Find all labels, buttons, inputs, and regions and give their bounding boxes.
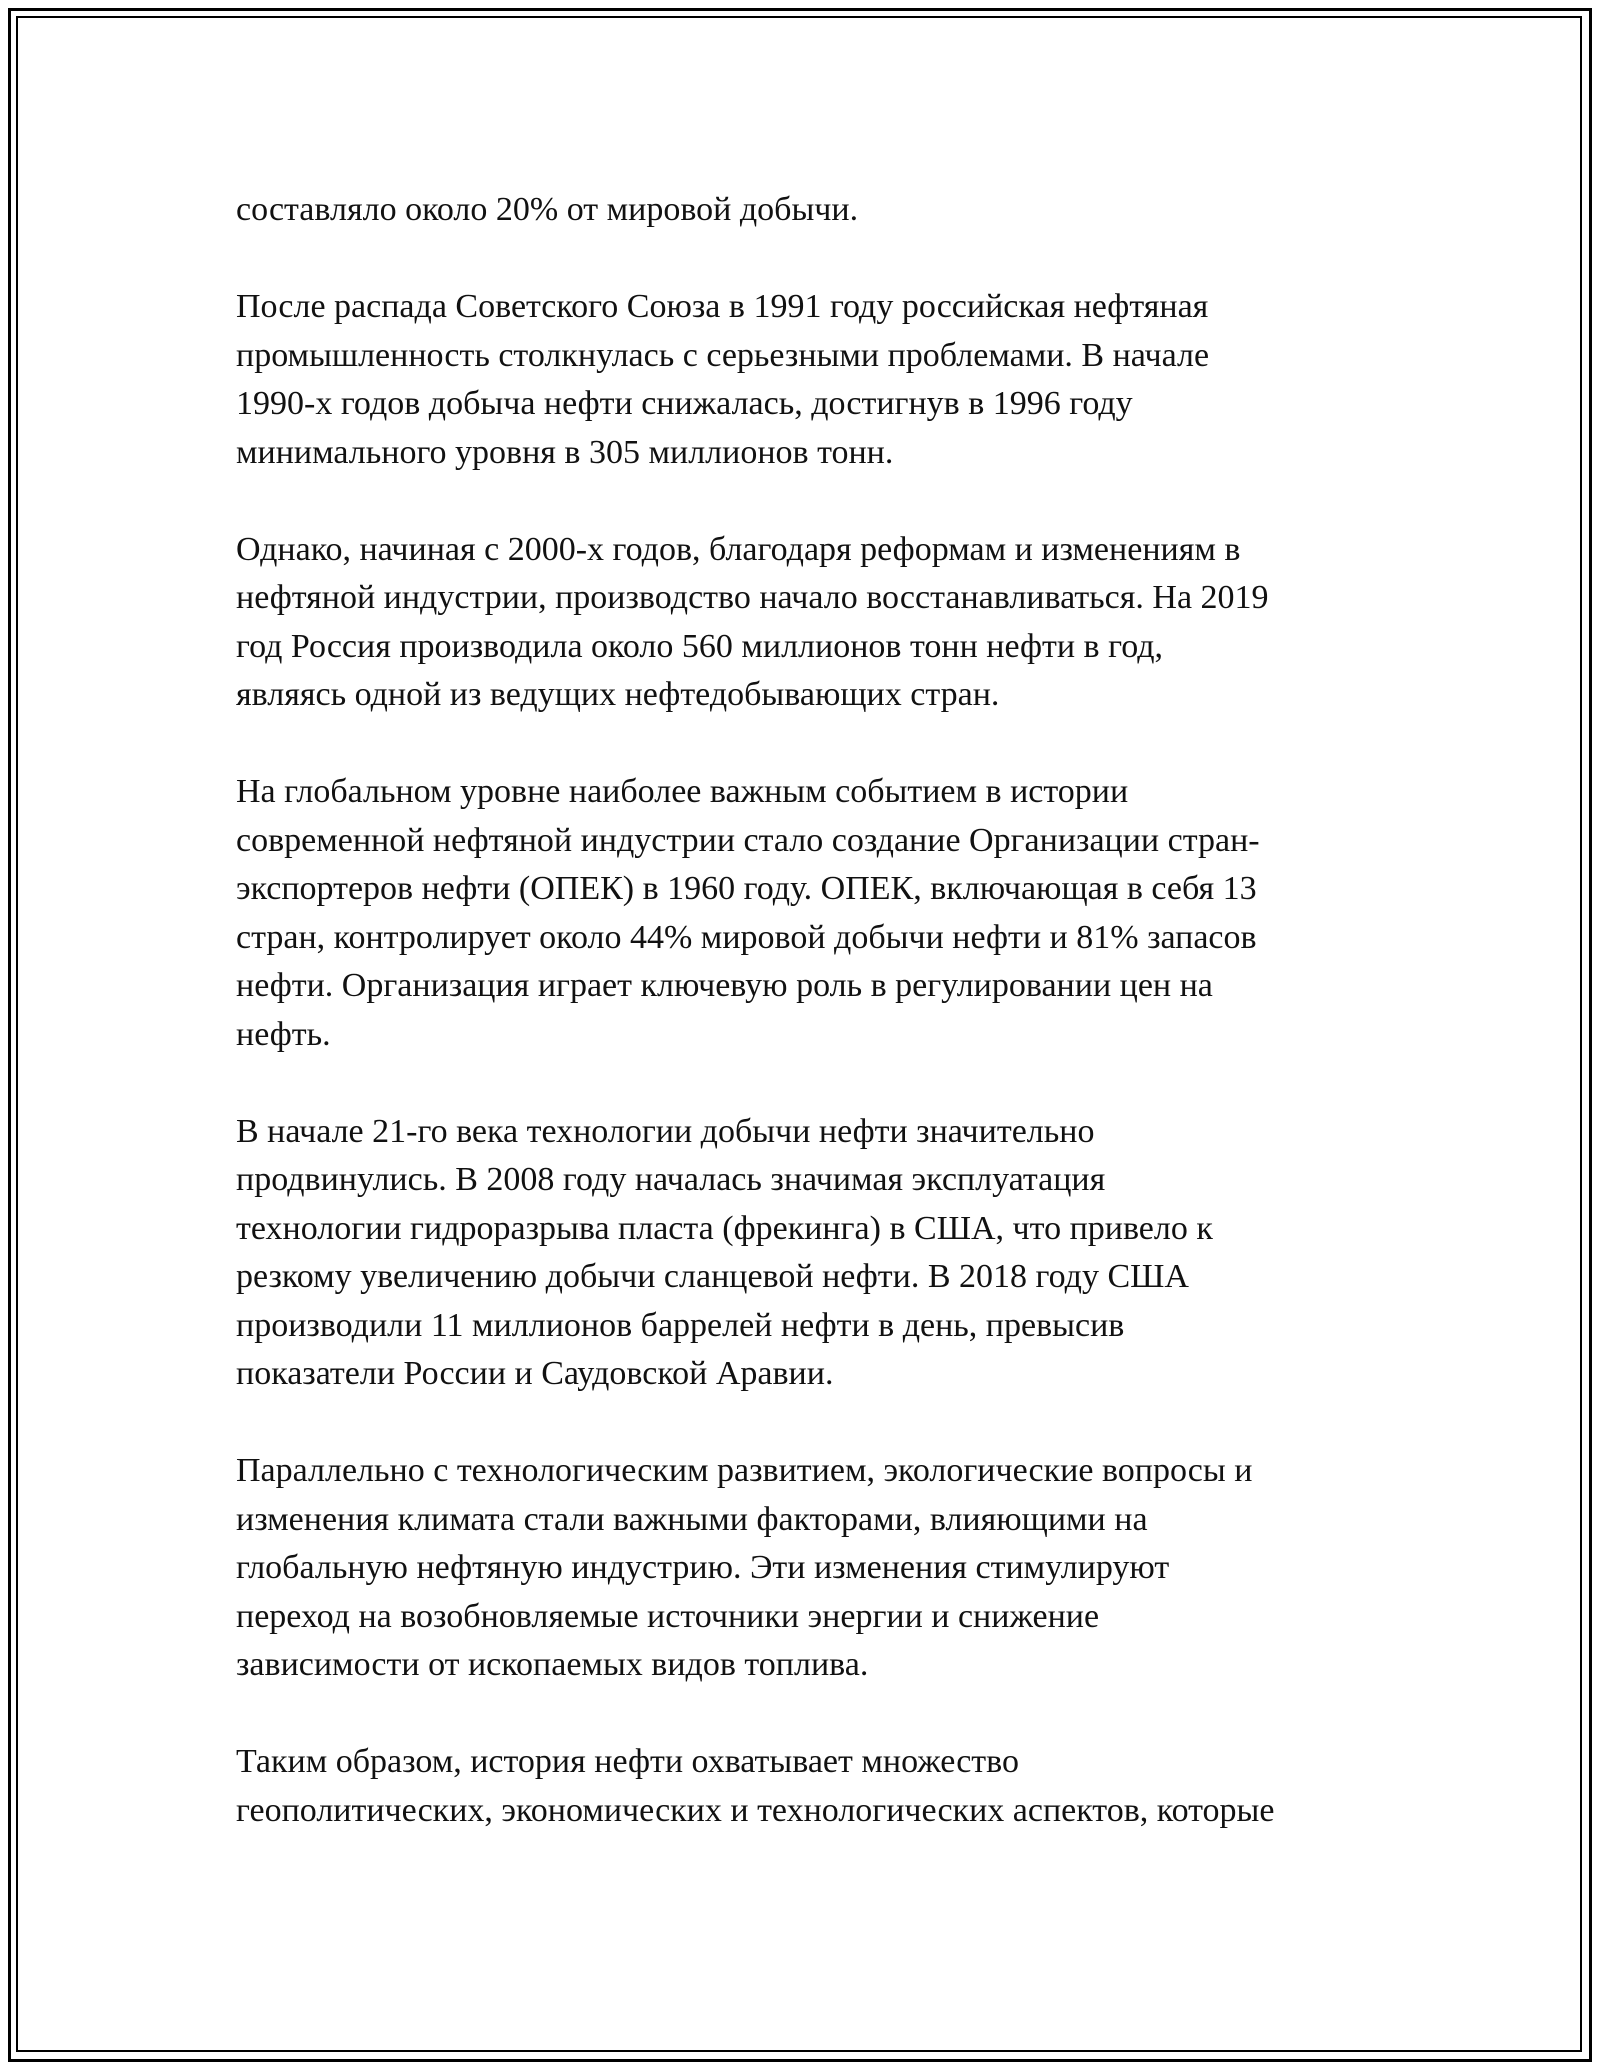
text-line: глобальную нефтяную индустрию. Эти изменения стимулируют (236, 1549, 1170, 1586)
text-line: технологии гидроразрыва пласта (фрекинга) в США, что привело к (236, 1209, 1213, 1247)
text-line: Параллельно с технологическим развитием, экологические вопросы и (236, 1452, 1253, 1489)
text-line: современной нефтяной индустрии стало создание Организации стран- (236, 821, 1260, 859)
text-line: На глобальном уровне наиболее важным событием в истории (236, 773, 1129, 810)
text-line: минимального уровня в 305 миллионов тонн. (236, 433, 894, 471)
paragraph (236, 1738, 1366, 1835)
text-line: нефть. (236, 1015, 331, 1053)
text-line: нефти. Организация играет ключевую роль в регулировании цен на (236, 967, 1213, 1004)
text-line: Однако, начиная с 2000-х годов, благодаря реформам и изменениям в (236, 530, 1241, 568)
paragraph (236, 1447, 1366, 1690)
text-line: зависимости от ископаемых видов топлива. (236, 1646, 869, 1683)
text-line: переход на возобновляемые источники энергии и снижение (236, 1597, 1100, 1635)
text-line: показатели России и Саудовской Аравии. (236, 1355, 834, 1392)
text-line: резкому увеличению добычи сланцевой нефти. В 2018 году США (236, 1258, 1189, 1295)
paragraph (236, 186, 1366, 235)
text-line: промышленность столкнулась с серьезными проблемами. В начале (236, 336, 1210, 374)
text-line: являясь одной из ведущих нефтедобывающих стран. (236, 676, 1000, 713)
text-line: В начале 21-го века технологии добычи нефти значительно (236, 1112, 1095, 1150)
text-line: нефтяной индустрии, производство начало восстанавливаться. На 2019 (236, 579, 1269, 616)
paragraph (236, 283, 1366, 477)
paragraph (236, 526, 1366, 720)
text-line: производили 11 миллионов баррелей нефти в день, превысив (236, 1306, 1125, 1344)
text-line: стран, контролирует около 44% мировой добычи нефти и 81% запасов (236, 918, 1257, 956)
document-body (236, 186, 1366, 1884)
text-line: составляло около 20% от мировой добычи. (236, 191, 859, 228)
text-line: После распада Советского Союза в 1991 году российская нефтяная (236, 288, 1209, 325)
text-line: 1990-х годов добыча нефти снижалась, достигнув в 1996 году (236, 385, 1133, 422)
text-line: Таким образом, история нефти охватывает множество (236, 1743, 1019, 1780)
text-line: продвинулись. В 2008 году началась значимая эксплуатация (236, 1161, 1106, 1198)
text-line: изменения климата стали важными факторами, влияющими на (236, 1500, 1148, 1538)
text-line: год Россия производила около 560 миллионов тонн нефти в год, (236, 627, 1164, 665)
text-line: геополитических, экономических и технологических аспектов, которые (236, 1791, 1275, 1829)
paragraph (236, 1108, 1366, 1399)
text-line: экспортеров нефти (ОПЕК) в 1960 году. ОПЕК, включающая в себя 13 (236, 870, 1257, 907)
paragraph (236, 768, 1366, 1059)
